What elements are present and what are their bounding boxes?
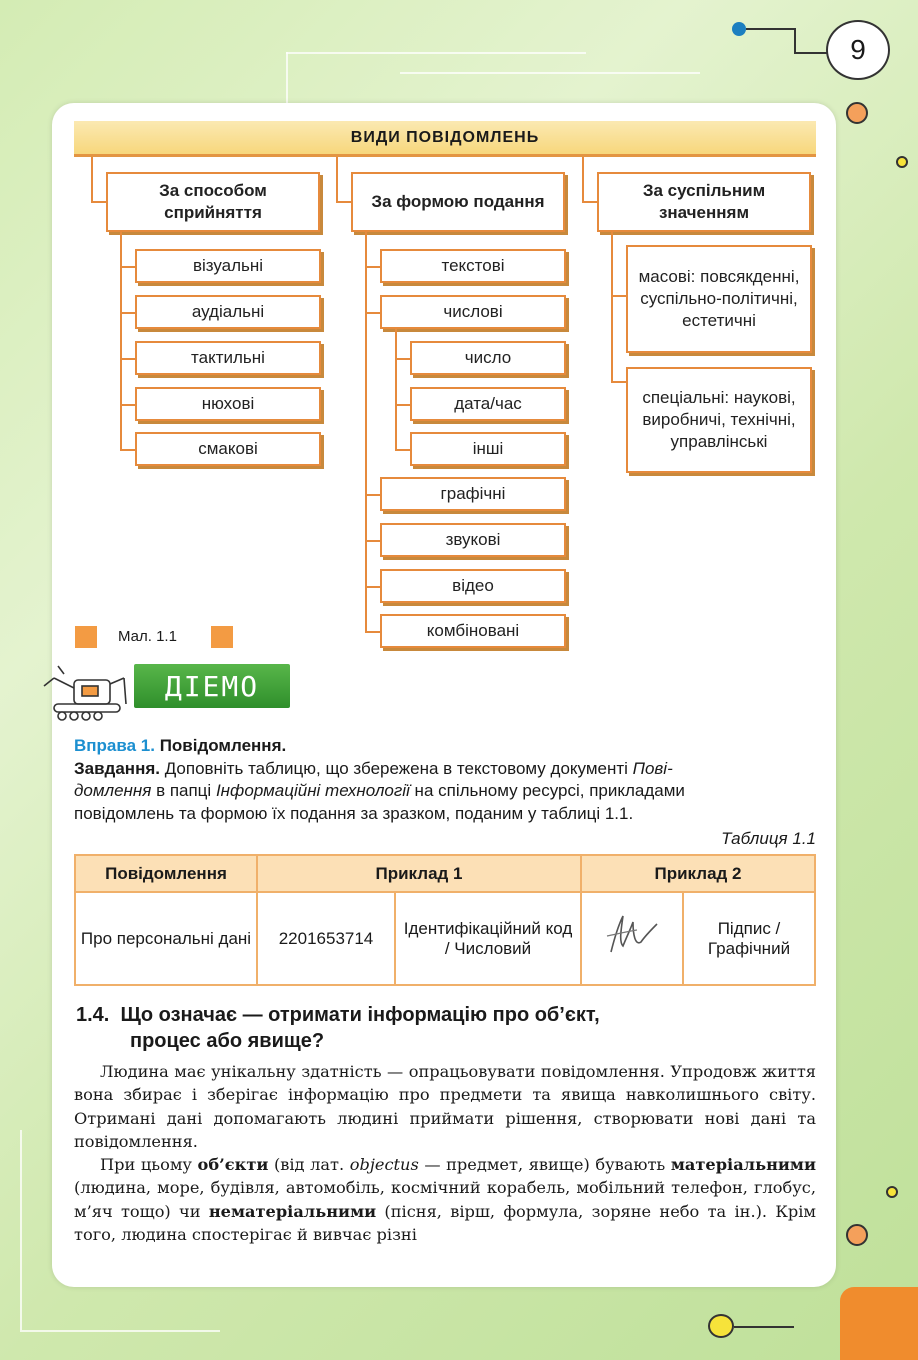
decor-connector <box>746 28 794 30</box>
decor-dot <box>886 1186 898 1198</box>
decor-connector <box>794 52 828 54</box>
diagram-subitem: дата/час <box>410 387 566 421</box>
connector <box>611 381 626 383</box>
connector <box>582 201 597 203</box>
diagram-item: смакові <box>135 432 321 466</box>
decor-dot <box>846 102 868 124</box>
signature-cell <box>581 892 683 985</box>
paragraph: Людина має унікальну здатність — опрацьовувати повідомлення. Упродовж життя вона збирає і зберігає інформацію про предмети та явища навколишнього світу. Отримані дані допомагають людині приймати рішення, створювати нові дані та повідомлення. <box>74 1062 816 1151</box>
table-caption: Таблиця 1.1 <box>721 829 816 848</box>
diagram-item: тактильні <box>135 341 321 375</box>
connector <box>365 494 380 496</box>
table-cell: Про персональні дані <box>75 892 257 985</box>
section-title <box>76 1002 600 1054</box>
connector <box>365 540 380 542</box>
diagram-item: візуальні <box>135 249 321 283</box>
connector <box>365 312 380 314</box>
decor-dot <box>846 1224 868 1246</box>
decor-dot <box>708 1314 734 1338</box>
diagram-subitem: інші <box>410 432 566 466</box>
connector <box>336 201 351 203</box>
diagram-subitem: число <box>410 341 566 375</box>
exercise-label: Вправа 1. <box>74 736 155 755</box>
connector <box>395 449 410 451</box>
decor-line <box>20 1330 220 1332</box>
connector <box>611 295 626 297</box>
diagram-item: числові <box>380 295 566 329</box>
connector <box>91 157 93 203</box>
diagram-item: масові: повсякденні, суспільно-політичні, естетичні <box>626 245 812 353</box>
table-cell: Ідентифікаційний код / Числовий <box>395 892 581 985</box>
decor-dot <box>896 156 908 168</box>
body-text <box>74 1060 816 1246</box>
connector <box>365 266 380 268</box>
task-label: Завдання. <box>74 759 160 778</box>
table-header-row <box>75 855 815 892</box>
decor-line <box>286 52 586 54</box>
action-badge: ДІЕМО <box>134 664 290 708</box>
task-text: на спільному ресурсі, прикладами <box>409 781 685 800</box>
connector <box>365 631 380 633</box>
diagram-title: ВИДИ ПОВІДОМЛЕНЬ <box>74 121 816 157</box>
figure-caption: Мал. 1.1 <box>118 628 177 645</box>
corner-tab <box>840 1287 918 1360</box>
connector <box>120 312 135 314</box>
decor-line <box>400 72 700 74</box>
connector <box>395 404 410 406</box>
connector <box>395 329 397 450</box>
section-title-line1: Що означає — отримати інформацію про об’єкт, <box>120 1004 600 1026</box>
table-row <box>75 892 815 985</box>
diagram-item: аудіальні <box>135 295 321 329</box>
exercise-task-line3: повідомлень та формою їх подання за зразком, поданим у таблиці 1.1. <box>74 804 634 823</box>
connector <box>120 404 135 406</box>
decor-connector <box>794 28 796 52</box>
diagram-item: нюхові <box>135 387 321 421</box>
connector <box>120 232 122 450</box>
connector <box>395 358 410 360</box>
task-text: в папці <box>151 781 216 800</box>
connector <box>611 232 613 382</box>
connector <box>365 586 380 588</box>
connector <box>91 201 106 203</box>
connector <box>582 157 584 203</box>
section-title-line2: процес або явище? <box>130 1030 325 1052</box>
diagram-item: звукові <box>380 523 566 557</box>
signature-image <box>597 906 667 966</box>
diagram-header-social: За суспільним значенням <box>597 172 811 232</box>
connector <box>120 358 135 360</box>
messages-table <box>74 854 816 986</box>
exercise-task-line2 <box>74 780 816 802</box>
paragraph: При цьому об’єкти (від лат. objectus — предмет, явище) бувають матеріальними (людина, море, будівля, автомобіль, космічний корабель, мобільний телефон, глобус, м’яч тощо) чи нематеріальними (пісня, вірш, формула, зоряне небо та ін.). Крім того, людина спостерігає й вивчає різні <box>74 1155 817 1245</box>
connector <box>120 449 135 451</box>
exercise-task <box>74 758 816 780</box>
task-italic: Пові- <box>632 759 673 778</box>
decor-line <box>20 1130 22 1330</box>
exercise-heading <box>74 735 286 757</box>
table-cell: Підпис / Графічний <box>683 892 815 985</box>
diagram-header-form: За формою подання <box>351 172 565 232</box>
task-text: Доповніть таблицю, що збережена в текстовому документі <box>159 759 633 778</box>
decor-connector <box>734 1326 794 1328</box>
connector <box>336 157 338 203</box>
task-italic: Інформаційні технології <box>215 781 410 800</box>
task-italic: домлення <box>74 781 152 800</box>
diagram-item: комбіновані <box>380 614 566 648</box>
section-number: 1.4. <box>76 1004 110 1026</box>
caption-marker <box>75 626 97 648</box>
table-header: Приклад 1 <box>257 855 581 892</box>
robot-icon <box>40 664 130 722</box>
diagram-item: текстові <box>380 249 566 283</box>
table-cell: 2201653714 <box>257 892 395 985</box>
connector <box>120 266 135 268</box>
caption-marker <box>211 626 233 648</box>
diagram-item: спеціальні: наукові, виробничі, технічні, управлінські <box>626 367 812 473</box>
table-header: Приклад 2 <box>581 855 815 892</box>
diagram-item: відео <box>380 569 566 603</box>
diagram-header-perception: За способом сприйняття <box>106 172 320 232</box>
decor-dot <box>732 22 746 36</box>
exercise-title: Повідомлення. <box>159 736 287 755</box>
connector <box>365 232 367 632</box>
table-header: Повідомлення <box>75 855 257 892</box>
diagram-item: графічні <box>380 477 566 511</box>
page-number: 9 <box>826 20 890 80</box>
